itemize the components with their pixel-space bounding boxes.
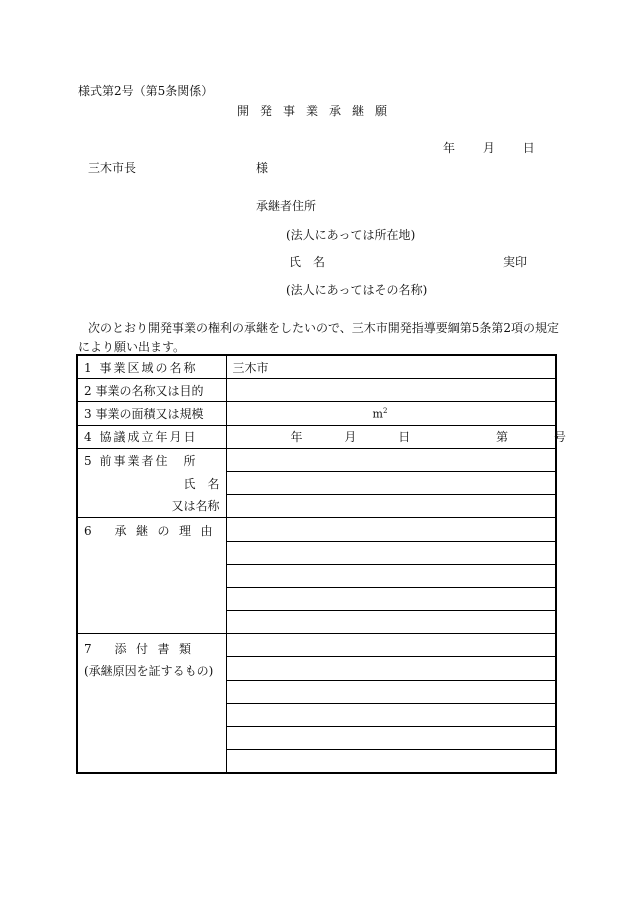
table-row	[77, 518, 556, 541]
previous-operator-address-label: 5 前事業者住 所	[77, 448, 226, 471]
previous-operator-corp-name-value[interactable]	[226, 495, 556, 518]
table-row	[77, 495, 556, 518]
table-row	[77, 379, 556, 402]
table-row	[77, 448, 556, 471]
previous-operator-address-value[interactable]	[226, 448, 556, 471]
attached-document-line[interactable]	[226, 634, 556, 657]
agreement-no-suffix: 号	[553, 430, 566, 445]
succession-reason-line[interactable]	[226, 611, 556, 634]
previous-operator-name-value[interactable]	[226, 471, 556, 494]
attached-document-line[interactable]	[226, 703, 556, 726]
project-area-name-value[interactable]: 三木市	[226, 355, 556, 379]
agreement-date-label: 4 協議成立年月日	[77, 425, 226, 448]
project-name-value[interactable]	[226, 379, 556, 402]
attached-document-line[interactable]	[226, 727, 556, 750]
application-table	[76, 354, 566, 774]
agreement-month: 月	[344, 430, 357, 445]
project-area-value[interactable]	[226, 402, 556, 425]
honorific: 様	[256, 161, 269, 175]
document-title: 開発事業承継願	[237, 104, 399, 118]
attached-document-line[interactable]	[226, 657, 556, 680]
succession-reason-line[interactable]	[226, 587, 556, 610]
table-row	[77, 425, 556, 448]
previous-operator-corp-name-label: 又は名称	[77, 495, 226, 518]
form-number: 様式第2号（第5条関係）	[78, 84, 214, 98]
attached-document-line[interactable]	[226, 680, 556, 703]
succession-reason-line[interactable]	[226, 518, 556, 541]
area-unit: m	[372, 407, 383, 421]
area-unit-sup: 2	[382, 406, 388, 415]
successor-address-label: 承継者住所	[256, 199, 317, 213]
table-row	[77, 634, 556, 657]
agreement-date-value[interactable]	[226, 425, 566, 448]
date-month-label: 月	[482, 141, 495, 155]
attached-documents-note: (承継原因を証するもの)	[84, 664, 214, 679]
body-text-line-2: により願い出ます。	[78, 340, 186, 354]
attached-document-line[interactable]	[226, 750, 556, 774]
succession-reason-line[interactable]	[226, 541, 556, 564]
table-row	[77, 402, 556, 425]
previous-operator-name-label: 氏 名	[77, 471, 226, 494]
body-text-line-1: 次のとおり開発事業の権利の承継をしたいので、三木市開発指導要綱第5条第2項の規定	[88, 321, 560, 335]
seal-label: 実印	[503, 255, 528, 269]
name-label: 氏名	[289, 255, 338, 269]
succession-reason-label: 6 承継の理由	[77, 518, 226, 634]
agreement-year: 年	[290, 430, 303, 445]
addressee: 三木市長	[88, 161, 137, 175]
date-day-label: 日	[522, 141, 535, 155]
succession-reason-line[interactable]	[226, 564, 556, 587]
address-note: (法人にあっては所在地)	[286, 228, 416, 242]
table-row	[77, 471, 556, 494]
attached-documents-label: 7 添付書類	[84, 642, 201, 657]
project-area-name-label: 1 事業区域の名称	[77, 355, 226, 379]
agreement-day: 日	[398, 430, 411, 445]
agreement-no-prefix: 第	[496, 430, 509, 445]
project-name-label: 2 事業の名称又は目的	[77, 379, 226, 402]
project-area-label: 3 事業の面積又は規模	[77, 402, 226, 425]
table-row	[77, 355, 556, 379]
date-year-label: 年	[443, 141, 456, 155]
name-note: (法人にあってはその名称)	[286, 283, 428, 297]
date-line	[443, 141, 535, 155]
attached-documents-cell	[77, 634, 226, 774]
